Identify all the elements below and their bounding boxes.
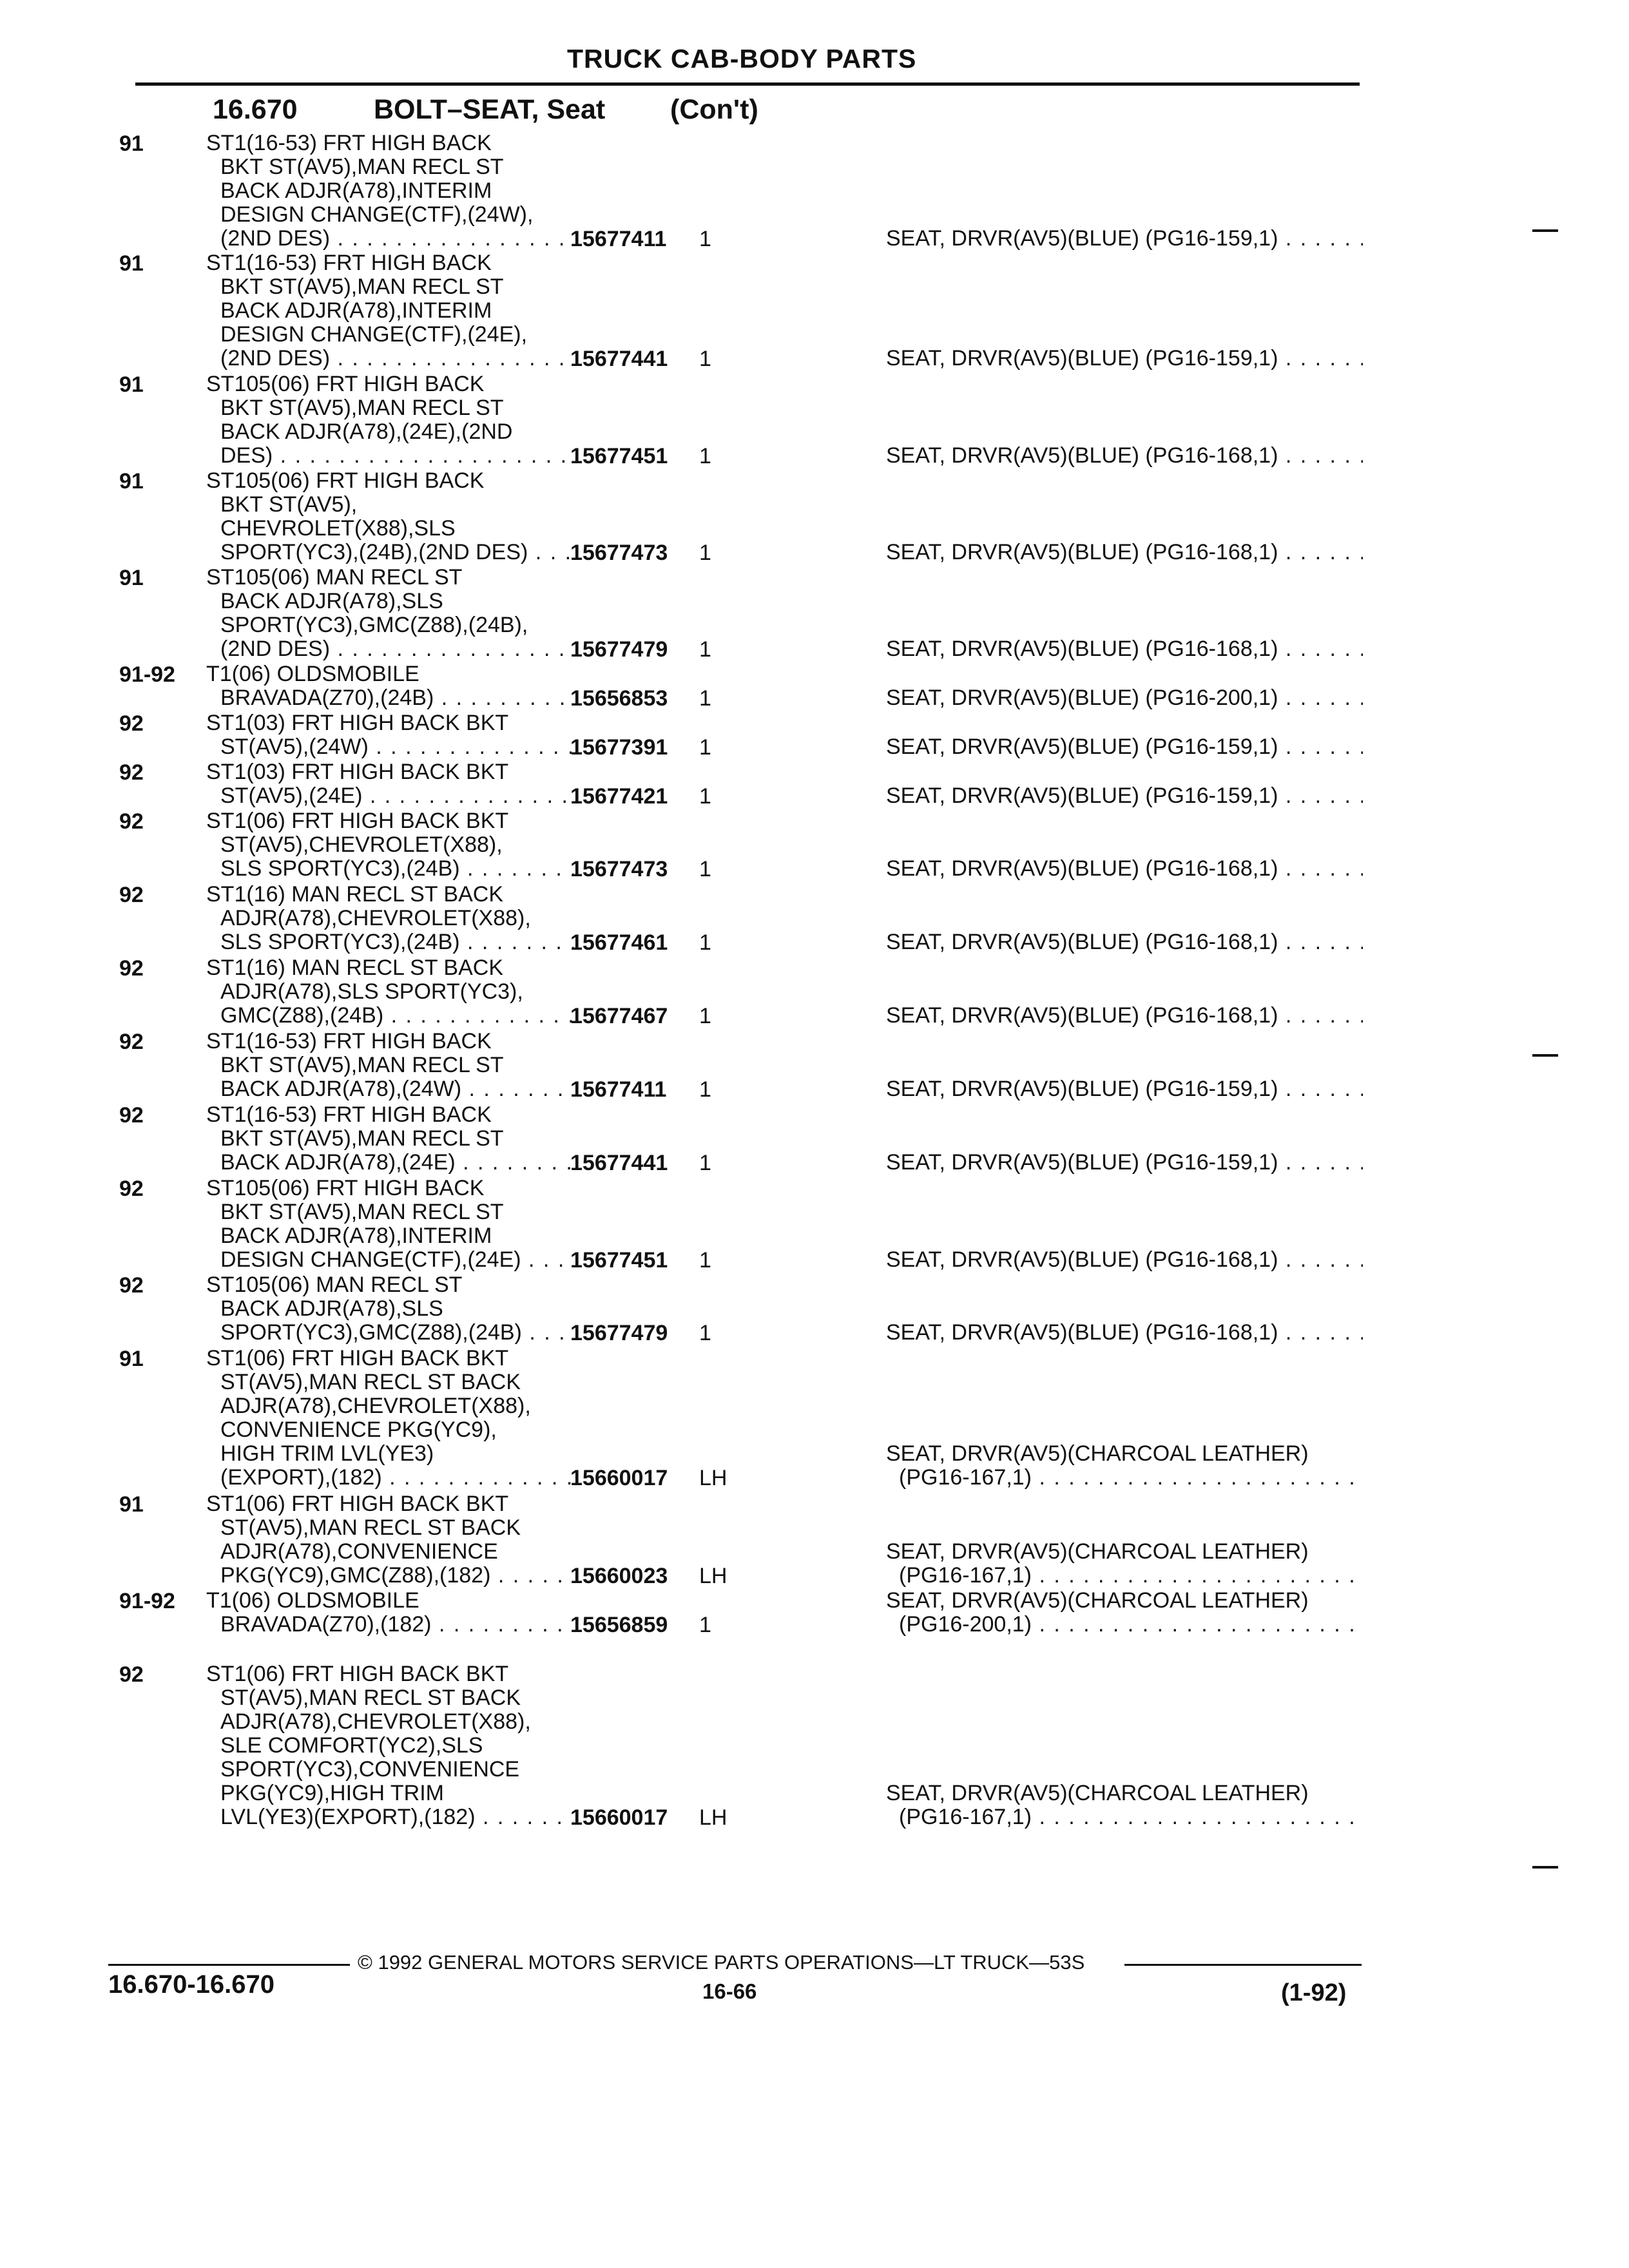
usage-remarks	[886, 857, 1363, 881]
quantity: 1	[699, 1321, 711, 1345]
usage-remarks	[886, 1442, 1363, 1490]
illustration-number: 92	[119, 760, 144, 785]
part-description	[206, 372, 574, 468]
part-description	[206, 1103, 574, 1175]
illustration-number: 92	[119, 883, 144, 907]
part-description	[206, 1177, 574, 1272]
description-line: ST(AV5),(24E) . . .	[206, 784, 574, 808]
footer-page-number: 16-66	[702, 1979, 757, 2003]
illustration-number: 91-92	[119, 1589, 175, 1613]
footer-rule-left	[108, 1964, 350, 1966]
description-line: ST1(16-53) FRT HIGH BACK	[206, 131, 492, 155]
remark-line: SEAT, DRVR(AV5)(BLUE) (PG16-168,1) . . .	[886, 1248, 1363, 1272]
quantity: LH	[699, 1564, 728, 1588]
illustration-number: 91	[119, 372, 144, 397]
quantity: 1	[699, 444, 711, 468]
description-line: T1(06) OLDSMOBILE	[206, 1589, 419, 1613]
illustration-number: 92	[119, 1177, 144, 1201]
remark-line: SEAT, DRVR(AV5)(BLUE) (PG16-159,1) . . .	[886, 1151, 1363, 1175]
section-continued: (Con't)	[670, 94, 758, 125]
description-line: DESIGN CHANGE(CTF),(24E) . . .	[206, 1248, 574, 1272]
description-line: ST105(06) FRT HIGH BACK	[206, 469, 485, 493]
section-name: BOLT–SEAT, Seat	[374, 94, 606, 125]
part-number: 15677461	[570, 930, 668, 955]
usage-remarks	[886, 686, 1363, 710]
description-line: (EXPORT),(182) . . .	[206, 1466, 574, 1490]
illustration-number: 92	[119, 1662, 144, 1687]
part-description	[206, 883, 574, 954]
description-line: BKT ST(AV5),MAN RECL ST	[220, 155, 504, 179]
usage-remarks	[886, 1004, 1363, 1028]
quantity: 1	[699, 637, 711, 662]
description-line: ADJR(A78),CHEVROLET(X88),	[220, 1394, 531, 1418]
description-line: ST1(06) FRT HIGH BACK BKT	[206, 809, 509, 833]
remark-line: SEAT, DRVR(AV5)(CHARCOAL LEATHER)	[886, 1782, 1309, 1805]
footer-rule-right	[1124, 1964, 1362, 1966]
part-number: 15677441	[570, 347, 668, 371]
illustration-number: 91	[119, 131, 144, 156]
usage-remarks	[886, 541, 1363, 564]
description-line: CHEVROLET(X88),SLS	[220, 517, 456, 541]
description-line: ST(AV5),MAN RECL ST BACK	[220, 1516, 521, 1540]
description-line: ST1(06) FRT HIGH BACK BKT	[206, 1492, 509, 1516]
description-line: BKT ST(AV5),MAN RECL ST	[220, 396, 504, 420]
description-line: BACK ADJR(A78),INTERIM	[220, 1224, 492, 1248]
illustration-number: 92	[119, 711, 144, 736]
footer-copyright: © 1992 GENERAL MOTORS SERVICE PARTS OPERATIONS—LT TRUCK—53S	[358, 1951, 1085, 1974]
footer-revision-date: (1-92)	[1281, 1979, 1347, 2006]
part-number: 15677391	[570, 735, 668, 760]
description-line: CONVENIENCE PKG(YC9),	[220, 1418, 497, 1442]
quantity: 1	[699, 735, 711, 760]
remark-line: SEAT, DRVR(AV5)(BLUE) (PG16-168,1) . . .	[886, 1321, 1363, 1345]
description-line: DESIGN CHANGE(CTF),(24W),	[220, 203, 534, 227]
remark-line: (PG16-167,1) . . .	[886, 1805, 1363, 1829]
description-line: ST1(16-53) FRT HIGH BACK	[206, 1030, 492, 1053]
part-description	[206, 662, 574, 710]
part-description	[206, 469, 574, 564]
illustration-number: 92	[119, 1030, 144, 1054]
description-line: ST(AV5),MAN RECL ST BACK	[220, 1686, 521, 1710]
description-line: BACK ADJR(A78),(24E),(2ND	[220, 420, 513, 444]
description-line: SLE COMFORT(YC2),SLS	[220, 1734, 483, 1758]
description-line: SLS SPORT(YC3),(24B) . . .	[206, 930, 574, 954]
part-description	[206, 251, 574, 370]
remark-line: (PG16-167,1) . . .	[886, 1564, 1363, 1588]
quantity: 1	[699, 930, 711, 955]
description-line: DESIGN CHANGE(CTF),(24E),	[220, 323, 528, 347]
description-line: SLS SPORT(YC3),(24B) . . .	[206, 857, 574, 881]
description-line: SPORT(YC3),(24B),(2ND DES) . . .	[206, 541, 574, 564]
usage-remarks	[886, 1321, 1363, 1345]
usage-remarks	[886, 227, 1363, 251]
usage-remarks	[886, 1540, 1363, 1588]
part-description	[206, 956, 574, 1028]
quantity: 1	[699, 541, 711, 565]
usage-remarks	[886, 784, 1363, 808]
illustration-number: 91	[119, 1492, 144, 1517]
quantity: 1	[699, 1004, 711, 1028]
quantity: 1	[699, 227, 711, 251]
description-line: ST1(16-53) FRT HIGH BACK	[206, 1103, 492, 1127]
quantity: LH	[699, 1805, 728, 1830]
part-number: 15656859	[570, 1613, 668, 1637]
usage-remarks	[886, 930, 1363, 954]
remark-line: SEAT, DRVR(AV5)(BLUE) (PG16-159,1) . . .	[886, 227, 1363, 251]
usage-remarks	[886, 444, 1363, 468]
margin-mark	[1532, 1866, 1558, 1869]
description-line: BACK ADJR(A78),(24W) . . .	[206, 1077, 574, 1101]
part-number: 15660023	[570, 1564, 668, 1588]
remark-line: SEAT, DRVR(AV5)(BLUE) (PG16-168,1) . . .	[886, 541, 1363, 564]
description-line: ADJR(A78),CHEVROLET(X88),	[220, 907, 531, 930]
part-description	[206, 1347, 574, 1490]
illustration-number: 92	[119, 1103, 144, 1128]
description-line: (2ND DES) . . .	[206, 227, 574, 251]
description-line: BRAVADA(Z70),(24B) . . .	[206, 686, 574, 710]
description-line: PKG(YC9),HIGH TRIM	[220, 1782, 444, 1805]
part-description	[206, 711, 574, 759]
quantity: 1	[699, 784, 711, 809]
remark-line: SEAT, DRVR(AV5)(CHARCOAL LEATHER)	[886, 1589, 1309, 1613]
quantity: 1	[699, 1248, 711, 1273]
description-line: ADJR(A78),CHEVROLET(X88),	[220, 1710, 531, 1734]
illustration-number: 91	[119, 469, 144, 494]
footer-section-range: 16.670-16.670	[108, 1970, 275, 1999]
usage-remarks	[886, 735, 1363, 759]
description-line: ST(AV5),CHEVROLET(X88),	[220, 833, 503, 857]
description-line: DES) . . .	[206, 444, 574, 468]
margin-mark	[1532, 1054, 1558, 1057]
illustration-number: 91	[119, 566, 144, 590]
description-line: BRAVADA(Z70),(182) . . .	[206, 1613, 574, 1637]
part-number: 15677473	[570, 541, 668, 565]
usage-remarks	[886, 1151, 1363, 1175]
part-number: 15677451	[570, 1248, 668, 1273]
remark-line: SEAT, DRVR(AV5)(BLUE) (PG16-168,1) . . .	[886, 1004, 1363, 1028]
description-line: ST1(16) MAN RECL ST BACK	[206, 956, 504, 980]
description-line: SPORT(YC3),CONVENIENCE	[220, 1758, 520, 1782]
part-number: 15660017	[570, 1466, 668, 1490]
part-description	[206, 566, 574, 661]
description-line: ADJR(A78),SLS SPORT(YC3),	[220, 980, 523, 1004]
part-description	[206, 809, 574, 881]
description-line: ST105(06) MAN RECL ST	[206, 1273, 463, 1297]
remark-line: SEAT, DRVR(AV5)(BLUE) (PG16-200,1) . . .	[886, 686, 1363, 710]
description-line: ST105(06) FRT HIGH BACK	[206, 1177, 485, 1200]
description-line: ST1(06) FRT HIGH BACK BKT	[206, 1347, 509, 1370]
description-line: BACK ADJR(A78),SLS	[220, 1297, 443, 1321]
quantity: 1	[699, 1613, 711, 1637]
description-line: (2ND DES) . . .	[206, 347, 574, 370]
description-line: PKG(YC9),GMC(Z88),(182) . . .	[206, 1564, 574, 1588]
remark-line: (PG16-167,1) . . .	[886, 1466, 1363, 1490]
usage-remarks	[886, 1248, 1363, 1272]
part-number: 15677441	[570, 1151, 668, 1175]
description-line: (2ND DES) . . .	[206, 637, 574, 661]
part-number: 15677479	[570, 1321, 668, 1345]
usage-remarks	[886, 1782, 1363, 1829]
quantity: 1	[699, 347, 711, 371]
description-line: GMC(Z88),(24B) . . .	[206, 1004, 574, 1028]
part-description	[206, 760, 574, 808]
description-line: ST1(03) FRT HIGH BACK BKT	[206, 711, 509, 735]
description-line: ST105(06) MAN RECL ST	[206, 566, 463, 590]
description-line: ST(AV5),(24W) . . .	[206, 735, 574, 759]
description-line: ST1(06) FRT HIGH BACK BKT	[206, 1662, 509, 1686]
part-description	[206, 1662, 574, 1829]
description-line: ST105(06) FRT HIGH BACK	[206, 372, 485, 396]
remark-line: SEAT, DRVR(AV5)(CHARCOAL LEATHER)	[886, 1540, 1309, 1564]
description-line: BACK ADJR(A78),SLS	[220, 590, 443, 613]
illustration-number: 92	[119, 809, 144, 834]
remark-line: SEAT, DRVR(AV5)(CHARCOAL LEATHER)	[886, 1442, 1309, 1466]
part-number: 15677479	[570, 637, 668, 662]
remark-line: SEAT, DRVR(AV5)(BLUE) (PG16-159,1) . . .	[886, 735, 1363, 759]
part-description	[206, 131, 574, 251]
part-number: 15677421	[570, 784, 668, 809]
quantity: 1	[699, 1077, 711, 1102]
remark-line: SEAT, DRVR(AV5)(BLUE) (PG16-168,1) . . .	[886, 857, 1363, 881]
description-line: ST(AV5),MAN RECL ST BACK	[220, 1370, 521, 1394]
part-description	[206, 1589, 574, 1637]
remark-line: SEAT, DRVR(AV5)(BLUE) (PG16-168,1) . . .	[886, 444, 1363, 468]
part-description	[206, 1273, 574, 1345]
description-line: SPORT(YC3),GMC(Z88),(24B),	[220, 613, 528, 637]
part-number: 15660017	[570, 1805, 668, 1830]
illustration-number: 92	[119, 1273, 144, 1298]
usage-remarks	[886, 637, 1363, 661]
description-line: SPORT(YC3),GMC(Z88),(24B) . . .	[206, 1321, 574, 1345]
description-line: ST1(16-53) FRT HIGH BACK	[206, 251, 492, 275]
description-line: ST1(03) FRT HIGH BACK BKT	[206, 760, 509, 784]
remark-line: SEAT, DRVR(AV5)(BLUE) (PG16-159,1) . . .	[886, 347, 1363, 370]
quantity: 1	[699, 1151, 711, 1175]
description-line: BACK ADJR(A78),INTERIM	[220, 299, 492, 323]
quantity: LH	[699, 1466, 728, 1490]
part-description	[206, 1492, 574, 1588]
description-line: HIGH TRIM LVL(YE3)	[220, 1442, 434, 1466]
part-number: 15677411	[570, 227, 667, 251]
remark-line: SEAT, DRVR(AV5)(BLUE) (PG16-168,1) . . .	[886, 637, 1363, 661]
description-line: T1(06) OLDSMOBILE	[206, 662, 419, 686]
quantity: 1	[699, 686, 711, 711]
margin-mark	[1532, 229, 1558, 232]
page-header-title: TRUCK CAB-BODY PARTS	[567, 44, 917, 73]
remark-line: SEAT, DRVR(AV5)(BLUE) (PG16-159,1) . . .	[886, 784, 1363, 808]
part-number: 15656853	[570, 686, 668, 711]
remark-line: SEAT, DRVR(AV5)(BLUE) (PG16-168,1) . . .	[886, 930, 1363, 954]
section-number: 16.670	[213, 94, 298, 125]
part-description	[206, 1030, 574, 1101]
part-number: 15677411	[570, 1077, 667, 1102]
description-line: BACK ADJR(A78),INTERIM	[220, 179, 492, 203]
remark-line: (PG16-200,1) . . .	[886, 1613, 1363, 1637]
description-line: BKT ST(AV5),MAN RECL ST	[220, 1200, 504, 1224]
part-number: 15677467	[570, 1004, 668, 1028]
description-line: LVL(YE3)(EXPORT),(182) . . .	[206, 1805, 574, 1829]
description-line: BKT ST(AV5),	[220, 493, 358, 517]
description-line: BKT ST(AV5),MAN RECL ST	[220, 1127, 504, 1151]
part-number: 15677451	[570, 444, 668, 468]
description-line: BKT ST(AV5),MAN RECL ST	[220, 1053, 504, 1077]
usage-remarks	[886, 1589, 1363, 1637]
remark-line: SEAT, DRVR(AV5)(BLUE) (PG16-159,1) . . .	[886, 1077, 1363, 1101]
usage-remarks	[886, 1077, 1363, 1101]
description-line: ADJR(A78),CONVENIENCE	[220, 1540, 498, 1564]
illustration-number: 91	[119, 1347, 144, 1371]
illustration-number: 91	[119, 251, 144, 276]
quantity: 1	[699, 857, 711, 881]
description-line: ST1(16) MAN RECL ST BACK	[206, 883, 504, 907]
usage-remarks	[886, 347, 1363, 370]
part-number: 15677473	[570, 857, 668, 881]
illustration-number: 92	[119, 956, 144, 981]
description-line: BACK ADJR(A78),(24E) . . .	[206, 1151, 574, 1175]
description-line: BKT ST(AV5),MAN RECL ST	[220, 275, 504, 299]
illustration-number: 91-92	[119, 662, 175, 687]
